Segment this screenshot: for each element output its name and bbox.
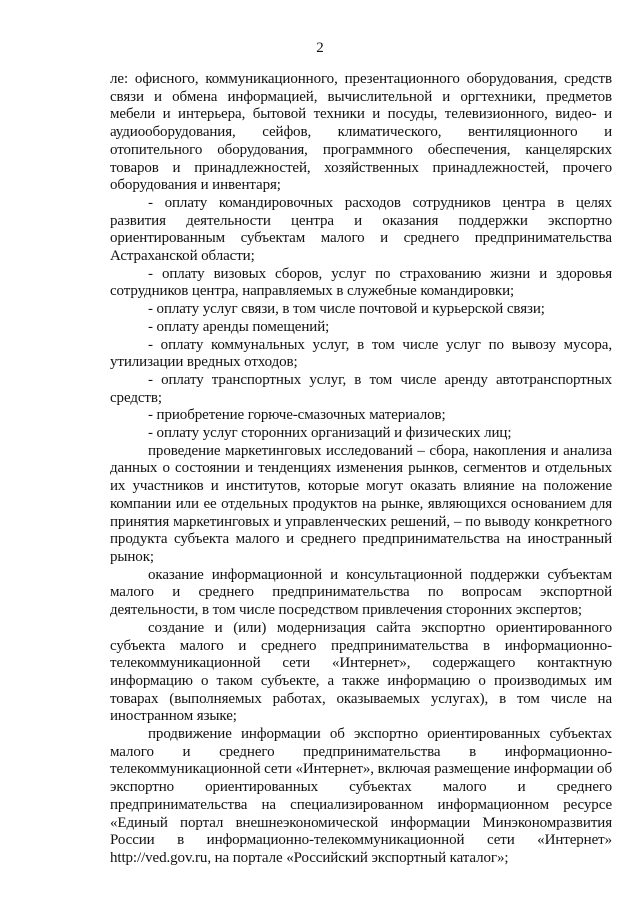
paragraph: - оплату коммунальных услуг, в том числе услуг по вывозу мусора, утилизации вредных отходов; xyxy=(110,336,612,371)
paragraph: - оплату услуг связи, в том числе почтовой и курьерской связи; xyxy=(148,301,545,318)
paragraph: ле: офисного, коммуникационного, презентационного оборудования, средств связи и обмена информацией, вычислительной и оргтехники, предметов мебели и интерьера, бытовой техники и посуды, телевизионного, видео- и аудиооборудования, сейфов, климатического, вентиляционного и отопительного оборудования, программного обеспечения, канцелярских товаров и принадлежностей, хозяйственных принадлежностей, прочего оборудования и инвентаря; xyxy=(110,71,612,194)
paragraph: оказание информационной и консультационной поддержки субъектам малого и среднего предпринимательства по вопросам экспортной деятельности, в том числе посредством привлечения сторонних экспертов; xyxy=(110,566,612,619)
paragraph: - оплату аренды помещений; xyxy=(148,318,330,335)
paragraph: - приобретение горюче-смазочных материалов; xyxy=(148,407,446,424)
paragraph: - оплату транспортных услуг, в том числе аренду автотранспортных средств; xyxy=(110,371,612,406)
paragraph: - оплату командировочных расходов сотрудников центра в целях развития деятельности центра и оказания поддержки экспортно ориентированным субъектам малого и среднего предпринимательства Астраханской области; xyxy=(110,194,612,265)
paragraph: продвижение информации об экспортно ориентированных субъектах малого и среднего предпринимательства в информационно-телекоммуникационной сети «Интернет», включая размещение информации об экспортно ориентированных субъектах малого и среднего предпринимательства на специализированном информационном ресурсе «Единый портал внешнеэкономической информации Минэкономразвития России в информационно-телекоммуникационной сети «Интернет» http://ved.gov.ru, на портале «Российский экспортный каталог»; xyxy=(110,726,612,866)
paragraph: создание и (или) модернизация сайта экспортно ориентированного субъекта малого и среднего предпринимательства в информационно-телекоммуникационной сети «Интернет», содержащего контактную информацию о таком субъекте, а также информацию о производимых им товарах (выполняемых работах, оказываемых услугах), в том числе на иностранном языке; xyxy=(110,619,612,725)
document-body xyxy=(110,71,612,868)
paragraph: - оплату услуг сторонних организаций и физических лиц; xyxy=(148,425,512,442)
paragraph: проведение маркетинговых исследований – сбора, накопления и анализа данных о состоянии и тенденциях изменения рынков, сегментов и отдельных их участников и институтов, которые могут оказать влияние на положение компании или ее отдельных продуктов на рынке, являющихся основанием для принятия маркетинговых и управленческих решений, – по выводу конкретного продукта субъекта малого и среднего предпринимательства на иностранный рынок; xyxy=(110,442,612,565)
paragraph: - оплату визовых сборов, услуг по страхованию жизни и здоровья сотрудников центра, направляемых в служебные командировки; xyxy=(110,265,612,300)
page-number: 2 xyxy=(316,40,324,56)
